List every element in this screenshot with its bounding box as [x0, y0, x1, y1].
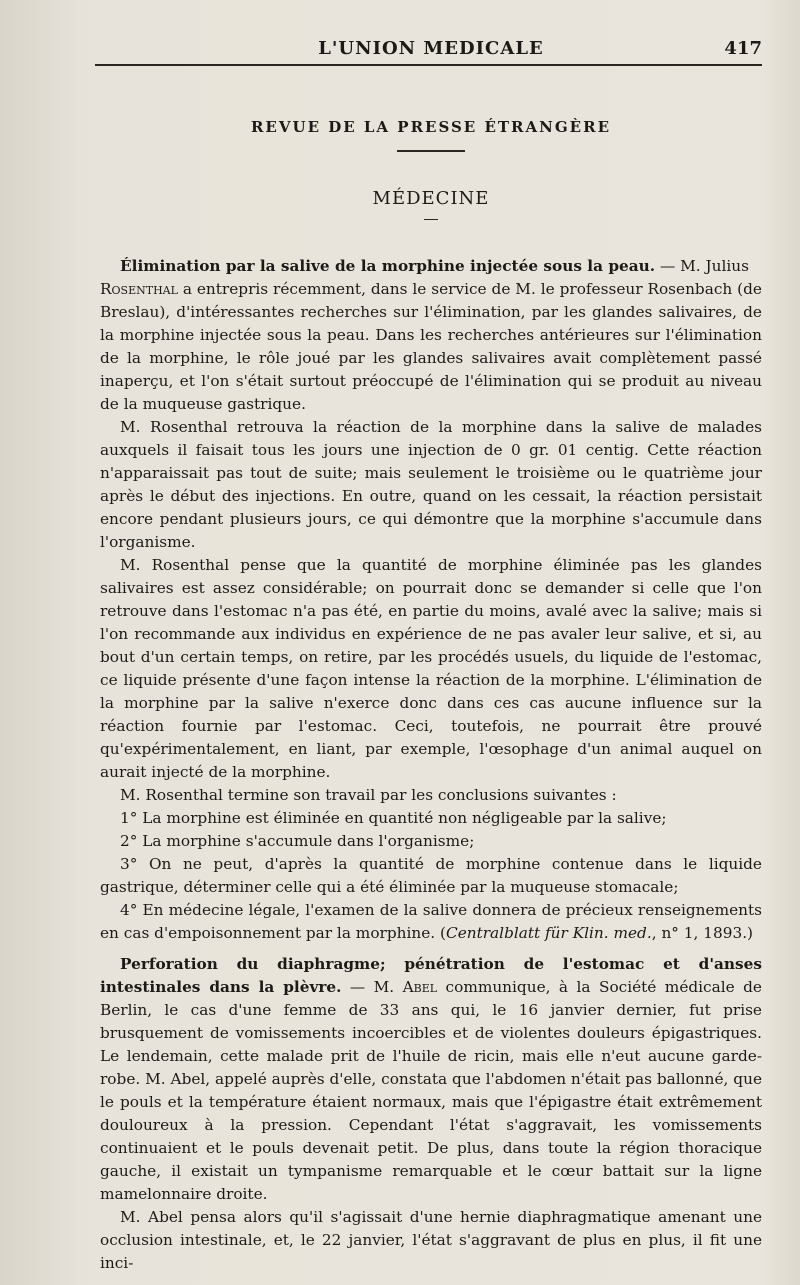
running-head: [100, 30, 762, 64]
subsection-title: MÉDECINE: [372, 188, 490, 209]
article2-paragraph-1-text: communique, à la Société médicale de Berlin, le cas d'une femme de 33 ans qui, le 16 janvier dernier, fut prise brusquement de vomissements incoercibles et de violentes douleurs épigastriques. Le lendemain, cette malade prit de l'huile de ricin, mais elle n'eut aucune garde-robe. M. Abel, appelé auprès d'elle, constata que l'abdomen n'était pas ballonné, que le pouls et la température étaient normaux, mais que l'épigastre était extrêmement douloureux à la pression. Cependant l'état s'aggravait, les vomissements continuaient et le pouls devenait petit. De plus, dans toute la région thoracique gauche, il existait un tympanisme remarquable et le cœur battait sur la ligne mamelonnaire droite.: [100, 978, 762, 1203]
section-title: REVUE DE LA PRESSE ÉTRANGÈRE: [250, 118, 612, 136]
header-rule: [95, 64, 762, 66]
article2-paragraph-1: [100, 953, 762, 1206]
conclusion-1: 1° La morphine est éliminée en quantité non négligeable par la salive;: [120, 809, 667, 827]
conclusion-2: 2° La morphine s'accumule dans l'organisme;: [120, 832, 475, 850]
article2-title: Perforation du diaphragme; pénétration de l'estomac et d'anses intestinales dans la plèvre.: [100, 955, 762, 996]
article1-byline-dash: — M. Julius: [655, 257, 749, 275]
subsection-mark-holder: [100, 1262, 762, 1263]
conclusion-3: 3° On ne peut, d'après la quantité de morphine contenue dans le liquide gastrique, déterminer celle qui a été éliminée par la muqueuse stomacale;: [100, 855, 762, 896]
article2-byline-dash: — M.: [341, 978, 403, 996]
article1-author: Rosenthal: [100, 280, 178, 298]
article1-paragraph-3: M. Rosenthal pense que la quantité de morphine éliminée pas les glandes salivaires est assez considérable; on pourrait donc se demander si celle que l'on retrouve dans l'estomac n'a pas été, en partie du moins, avalé avec la salive; mais si l'on recommande aux individus en expérience de ne pas avaler leur salive, et si, au bout d'un certain temps, on retire, par les procédés usuels, du liquide de l'estomac, ce liquide présente d'une façon intense la réaction de la morphine. L'élimination de la morphine par la salive n'exerce donc dans ces cas aucune influence sur la réaction fournie par l'estomac. Ceci, toutefois, ne pourrait être prouvé qu'expérimentalement, en liant, par exemple, l'œsophage d'un animal auquel on aurait injecté de la morphine.: [100, 556, 762, 781]
article1-paragraph-2: M. Rosenthal retrouva la réaction de la morphine dans la salive de malades auxquels il faisait tous les jours une injection de 0 gr. 01 centig. Cette réaction n'apparaissait pas tout de suite; mais seulement le troisième ou le quatrième jour après le début des injections. En outre, quand on les cessait, la réaction persistait encore pendant plusieurs jours, ce qui démontre que la morphine s'accumule dans l'organisme.: [100, 418, 762, 551]
article-gap: [100, 945, 762, 953]
article-body: [100, 255, 762, 1275]
citation-source: Centralblatt für Klin. med.: [445, 924, 652, 942]
conclusion-4-text: 4° En médecine légale, l'examen de la salive donnera de précieux renseignements en cas d'empoisonnement par la morphine. (: [100, 901, 762, 942]
article1-title: Élimination par la salive de la morphine injectée sous la peau.: [120, 257, 656, 275]
section-rule: [397, 150, 465, 152]
article1-paragraph-1: [100, 255, 762, 416]
citation-end: , n° 1, 1893.): [651, 924, 754, 942]
conclusion-4: [100, 899, 762, 945]
subsection-rule: [424, 219, 438, 220]
article2-paragraph-2: M. Abel pensa alors qu'il s'agissait d'une hernie diaphragmatique amenant une occlusion intestinale, et, le 22 janvier, l'état s'aggravant de plus en plus, il fit une inci-: [100, 1208, 762, 1272]
page-number: 417: [724, 38, 762, 59]
article1-paragraph-1-text: a entrepris récemment, dans le service de M. le professeur Rosenbach (de Breslau), d'intéressantes recherches sur l'élimination, par les glandes salivaires, de la morphine injectée sous la peau. Dans les recherches antérieures sur l'élimination de la morphine, le rôle joué par les glandes salivaires avait complètement passé inaperçu, et l'on s'était surtout préoccupé de l'élimination qui se produit au niveau de la muqueuse gastrique.: [100, 280, 762, 413]
running-title: L'UNION MEDICALE: [318, 38, 544, 59]
article1-paragraph-4: M. Rosenthal termine son travail par les conclusions suivantes :: [120, 786, 617, 804]
article2-author: Abel: [402, 978, 438, 996]
